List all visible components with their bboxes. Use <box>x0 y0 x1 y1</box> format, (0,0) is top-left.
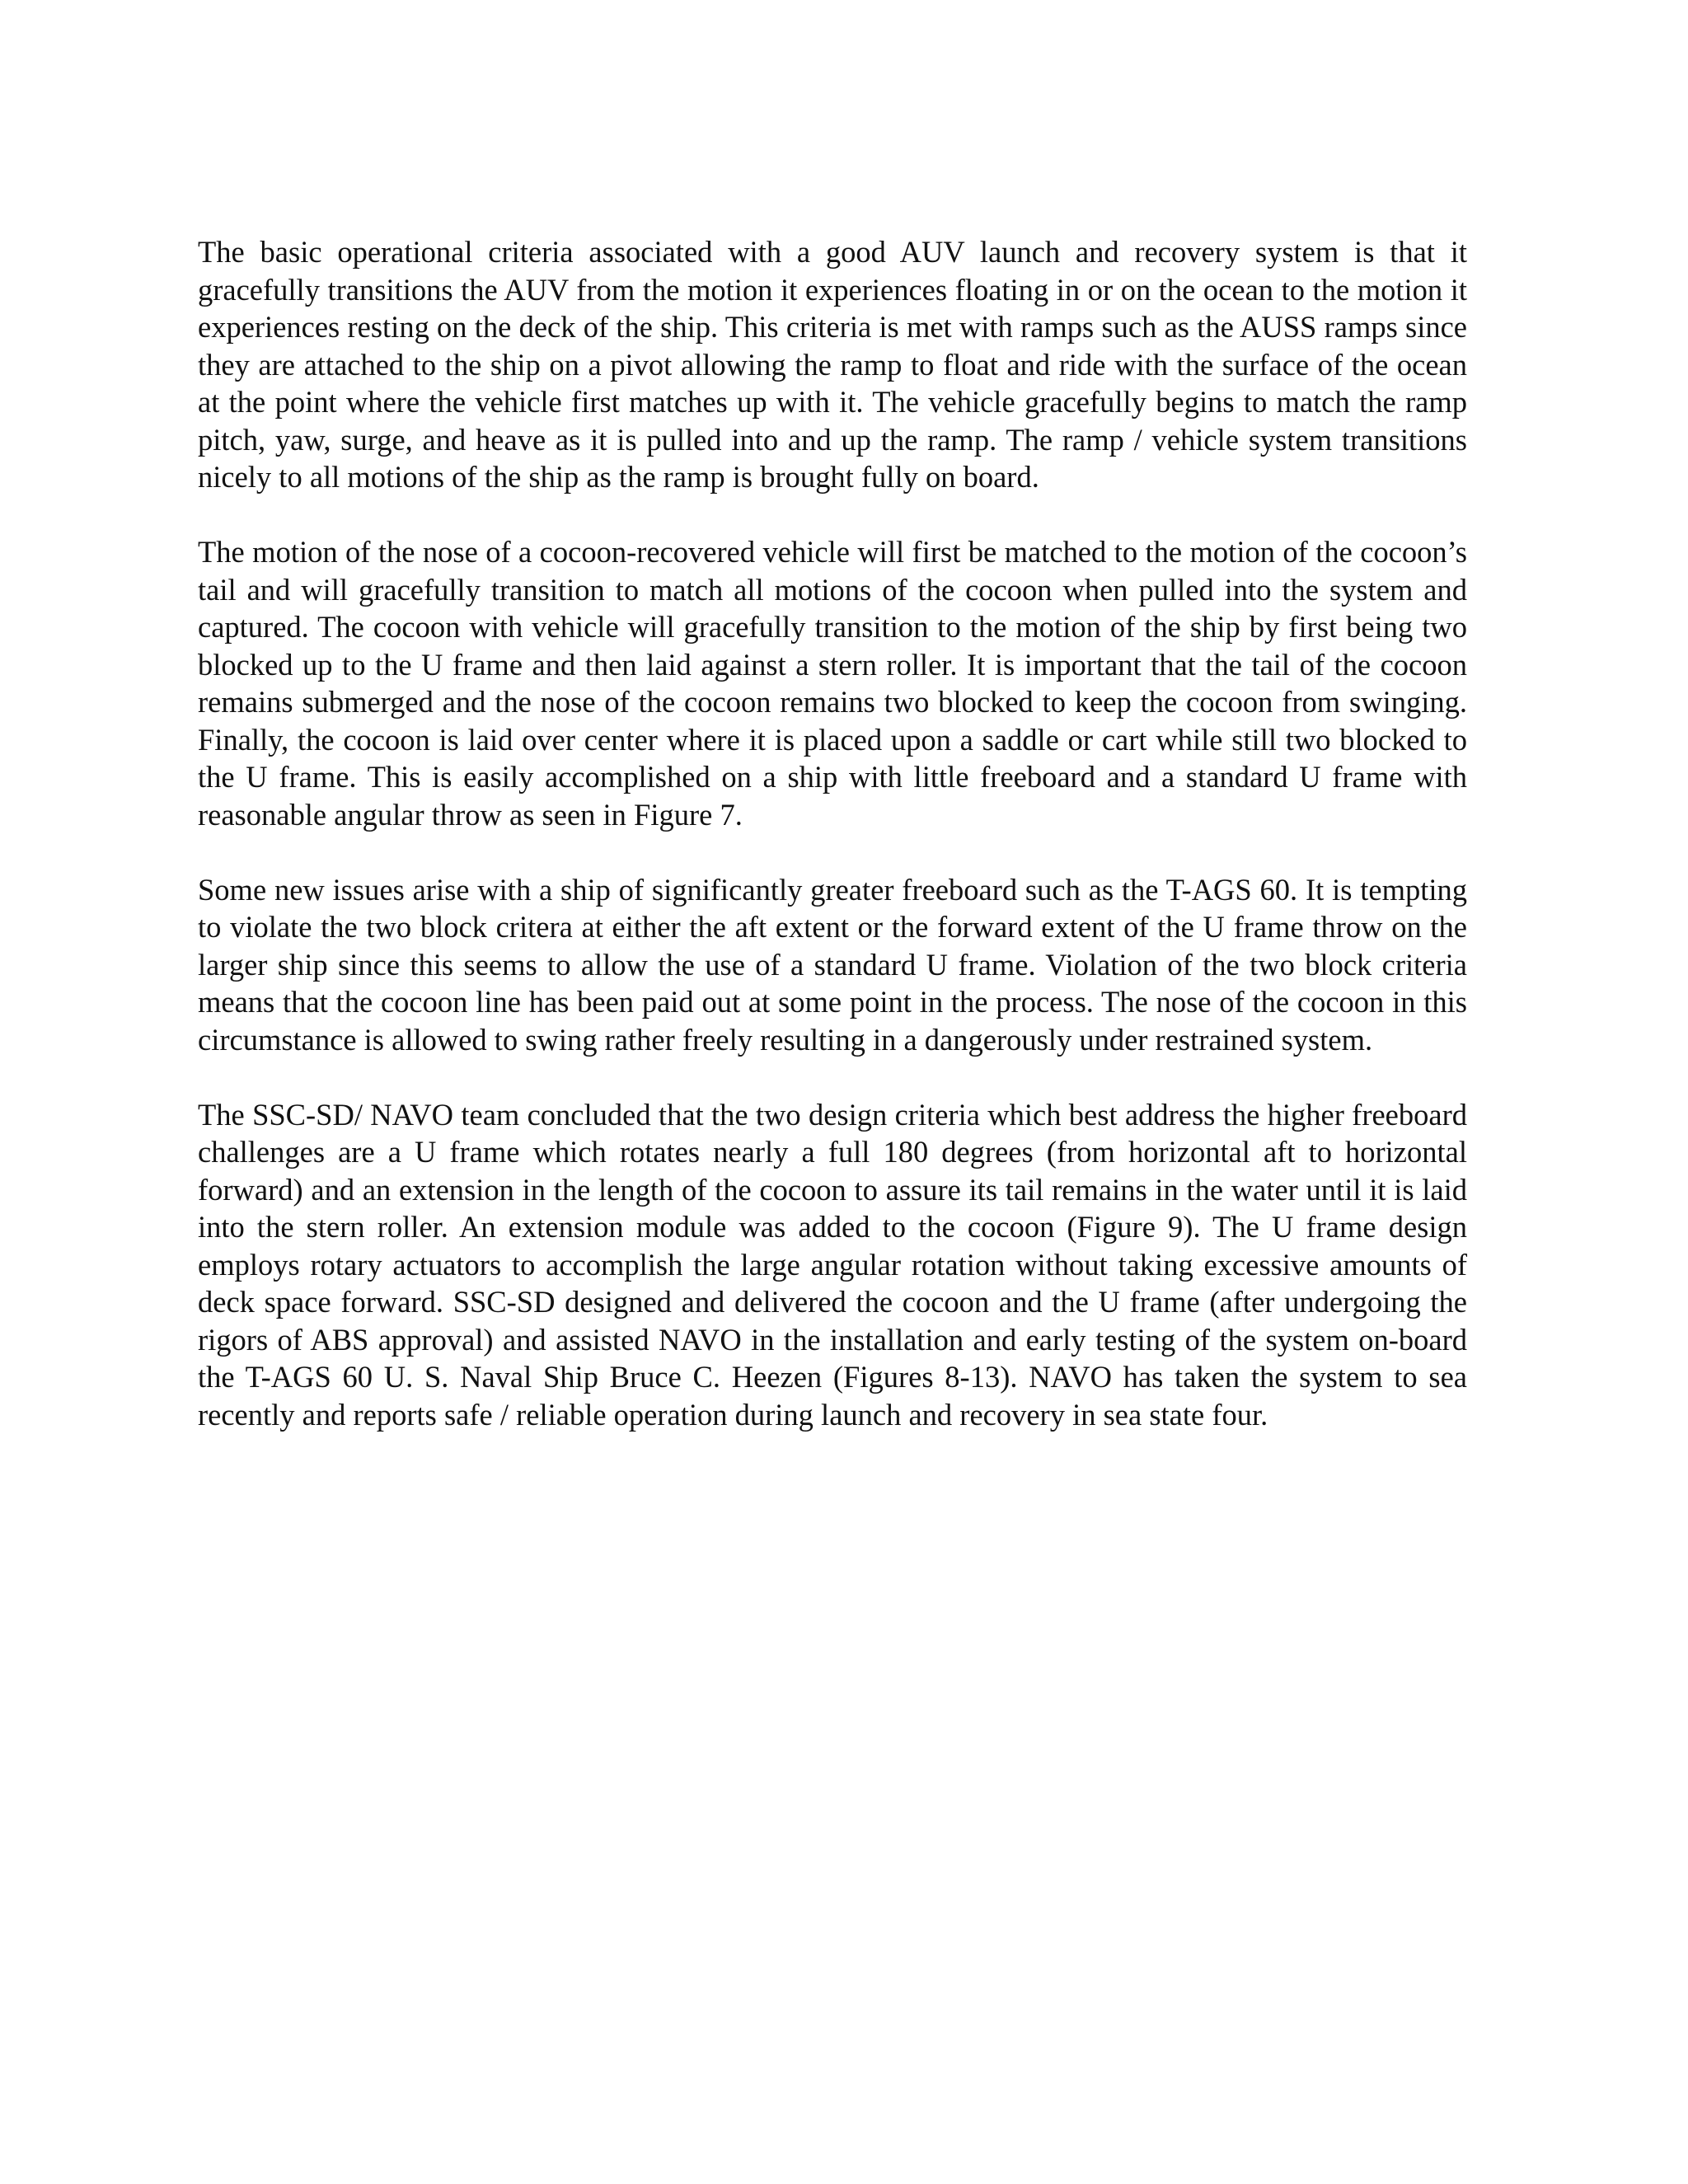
body-text <box>198 233 1467 1471</box>
paragraph-1: The basic operational criteria associated with a good AUV launch and recovery system is that it gracefully transitions the AUV from the motion it experiences floating in or on the ocean to the motion it experiences resting on the deck of the ship. This criteria is met with ramps such as the AUSS ramps since they are attached to the ship on a pivot allowing the ramp to float and ride with the surface of the ocean at the point where the vehicle first matches up with it. The vehicle gracefully begins to match the ramp pitch, yaw, surge, and heave as it is pulled into and up the ramp. The ramp / vehicle system transitions nicely to all motions of the ship as the ramp is brought fully on board. <box>198 235 1467 494</box>
paragraph-2: The motion of the nose of a cocoon-recovered vehicle will first be matched to the motion of the cocoon’s tail and will gracefully transition to match all motions of the cocoon when pulled into the system and captured. The cocoon with vehicle will gracefully transition to the motion of the ship by first being two blocked up to the U frame and then laid against a stern roller. It is important that the tail of the cocoon remains submerged and the nose of the cocoon remains two blocked to keep the cocoon from swinging. Finally, the cocoon is laid over center where it is placed upon a saddle or cart while still two blocked to the U frame. This is easily accomplished on a ship with little freeboard and a standard U frame with reasonable angular throw as seen in Figure 7. <box>198 535 1467 832</box>
paragraph-3: Some new issues arise with a ship of significantly greater freeboard such as the T-AGS 60. It is tempting to violate the two block critera at either the aft extent or the forward extent of the U frame throw on the larger ship since this seems to allow the use of a standard U frame. Violation of the two block criteria means that the cocoon line has been paid out at some point in the process. The nose of the cocoon in this circumstance is allowed to swing rather freely resulting in a dangerously under restrained system. <box>198 872 1467 1057</box>
paragraph-4: The SSC-SD/ NAVO team concluded that the two design criteria which best address the higher freeboard challenges are a U frame which rotates nearly a full 180 degrees (from horizontal aft to horizontal forward) and an extension in the length of the cocoon to assure its tail remains in the water until it is laid into the stern roller. An extension module was added to the cocoon (Figure 9). The U frame design employs rotary actuators to accomplish the large angular rotation without taking excessive amounts of deck space forward. SSC-SD designed and delivered the cocoon and the U frame (after undergoing the rigors of ABS approval) and assisted NAVO in the installation and early testing of the system on-board the T-AGS 60 U. S. Naval Ship Bruce C. Heezen (Figures 8-13). NAVO has taken the system to sea recently and reports safe / reliable operation during launch and recovery in sea state four. <box>198 1097 1467 1432</box>
